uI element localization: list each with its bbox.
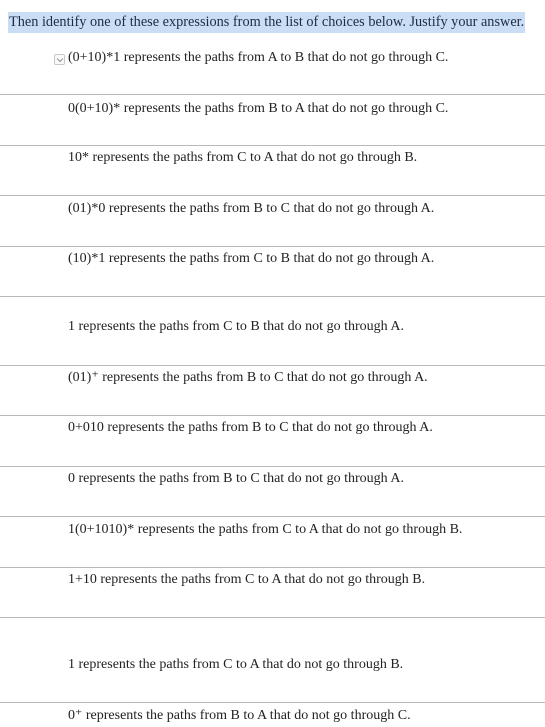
choice-option[interactable] <box>0 467 545 517</box>
choice-label: 1(0+1010)* represents the paths from C to A that do not go through B. <box>68 522 463 537</box>
choice-option[interactable] <box>0 247 545 297</box>
choice-option[interactable] <box>0 416 545 467</box>
choice-option[interactable] <box>0 517 545 568</box>
choice-label: (01)⁺ represents the paths from B to C that do not go through A. <box>68 370 428 385</box>
choice-option[interactable] <box>0 95 545 146</box>
choice-option[interactable] <box>0 40 545 95</box>
choice-label: 0⁺ represents the paths from B to A that do not go through C. <box>68 708 411 723</box>
choice-option[interactable] <box>0 196 545 247</box>
choice-label: (0+10)*1 represents the paths from A to B that do not go through C. <box>68 50 449 65</box>
choice-label: 1 represents the paths from C to A that do not go through B. <box>68 657 404 672</box>
choice-label: 0(0+10)* represents the paths from B to A that do not go through C. <box>68 101 449 116</box>
choice-option[interactable] <box>0 568 545 618</box>
choice-option[interactable] <box>0 146 545 196</box>
choice-label: (10)*1 represents the paths from C to B that do not go through A. <box>68 251 435 266</box>
choice-label: 0+010 represents the paths from B to C that do not go through A. <box>68 420 433 435</box>
choice-option[interactable] <box>0 297 545 366</box>
choice-label: 1 represents the paths from C to B that do not go through A. <box>68 319 404 334</box>
choice-option[interactable] <box>0 366 545 416</box>
chevron-down-icon[interactable] <box>54 54 65 65</box>
choice-option[interactable] <box>0 703 545 727</box>
choice-label: (01)*0 represents the paths from B to C that do not go through A. <box>68 201 435 216</box>
choice-option[interactable] <box>0 618 545 703</box>
question-prompt: Then identify one of these expressions from the list of choices below. Justify your answer. <box>8 12 525 33</box>
choice-label: 1+10 represents the paths from C to A that do not go through B. <box>68 572 426 587</box>
choice-label: 0 represents the paths from B to C that do not go through A. <box>68 471 404 486</box>
choice-label: 10* represents the paths from C to A that do not go through B. <box>68 150 418 165</box>
